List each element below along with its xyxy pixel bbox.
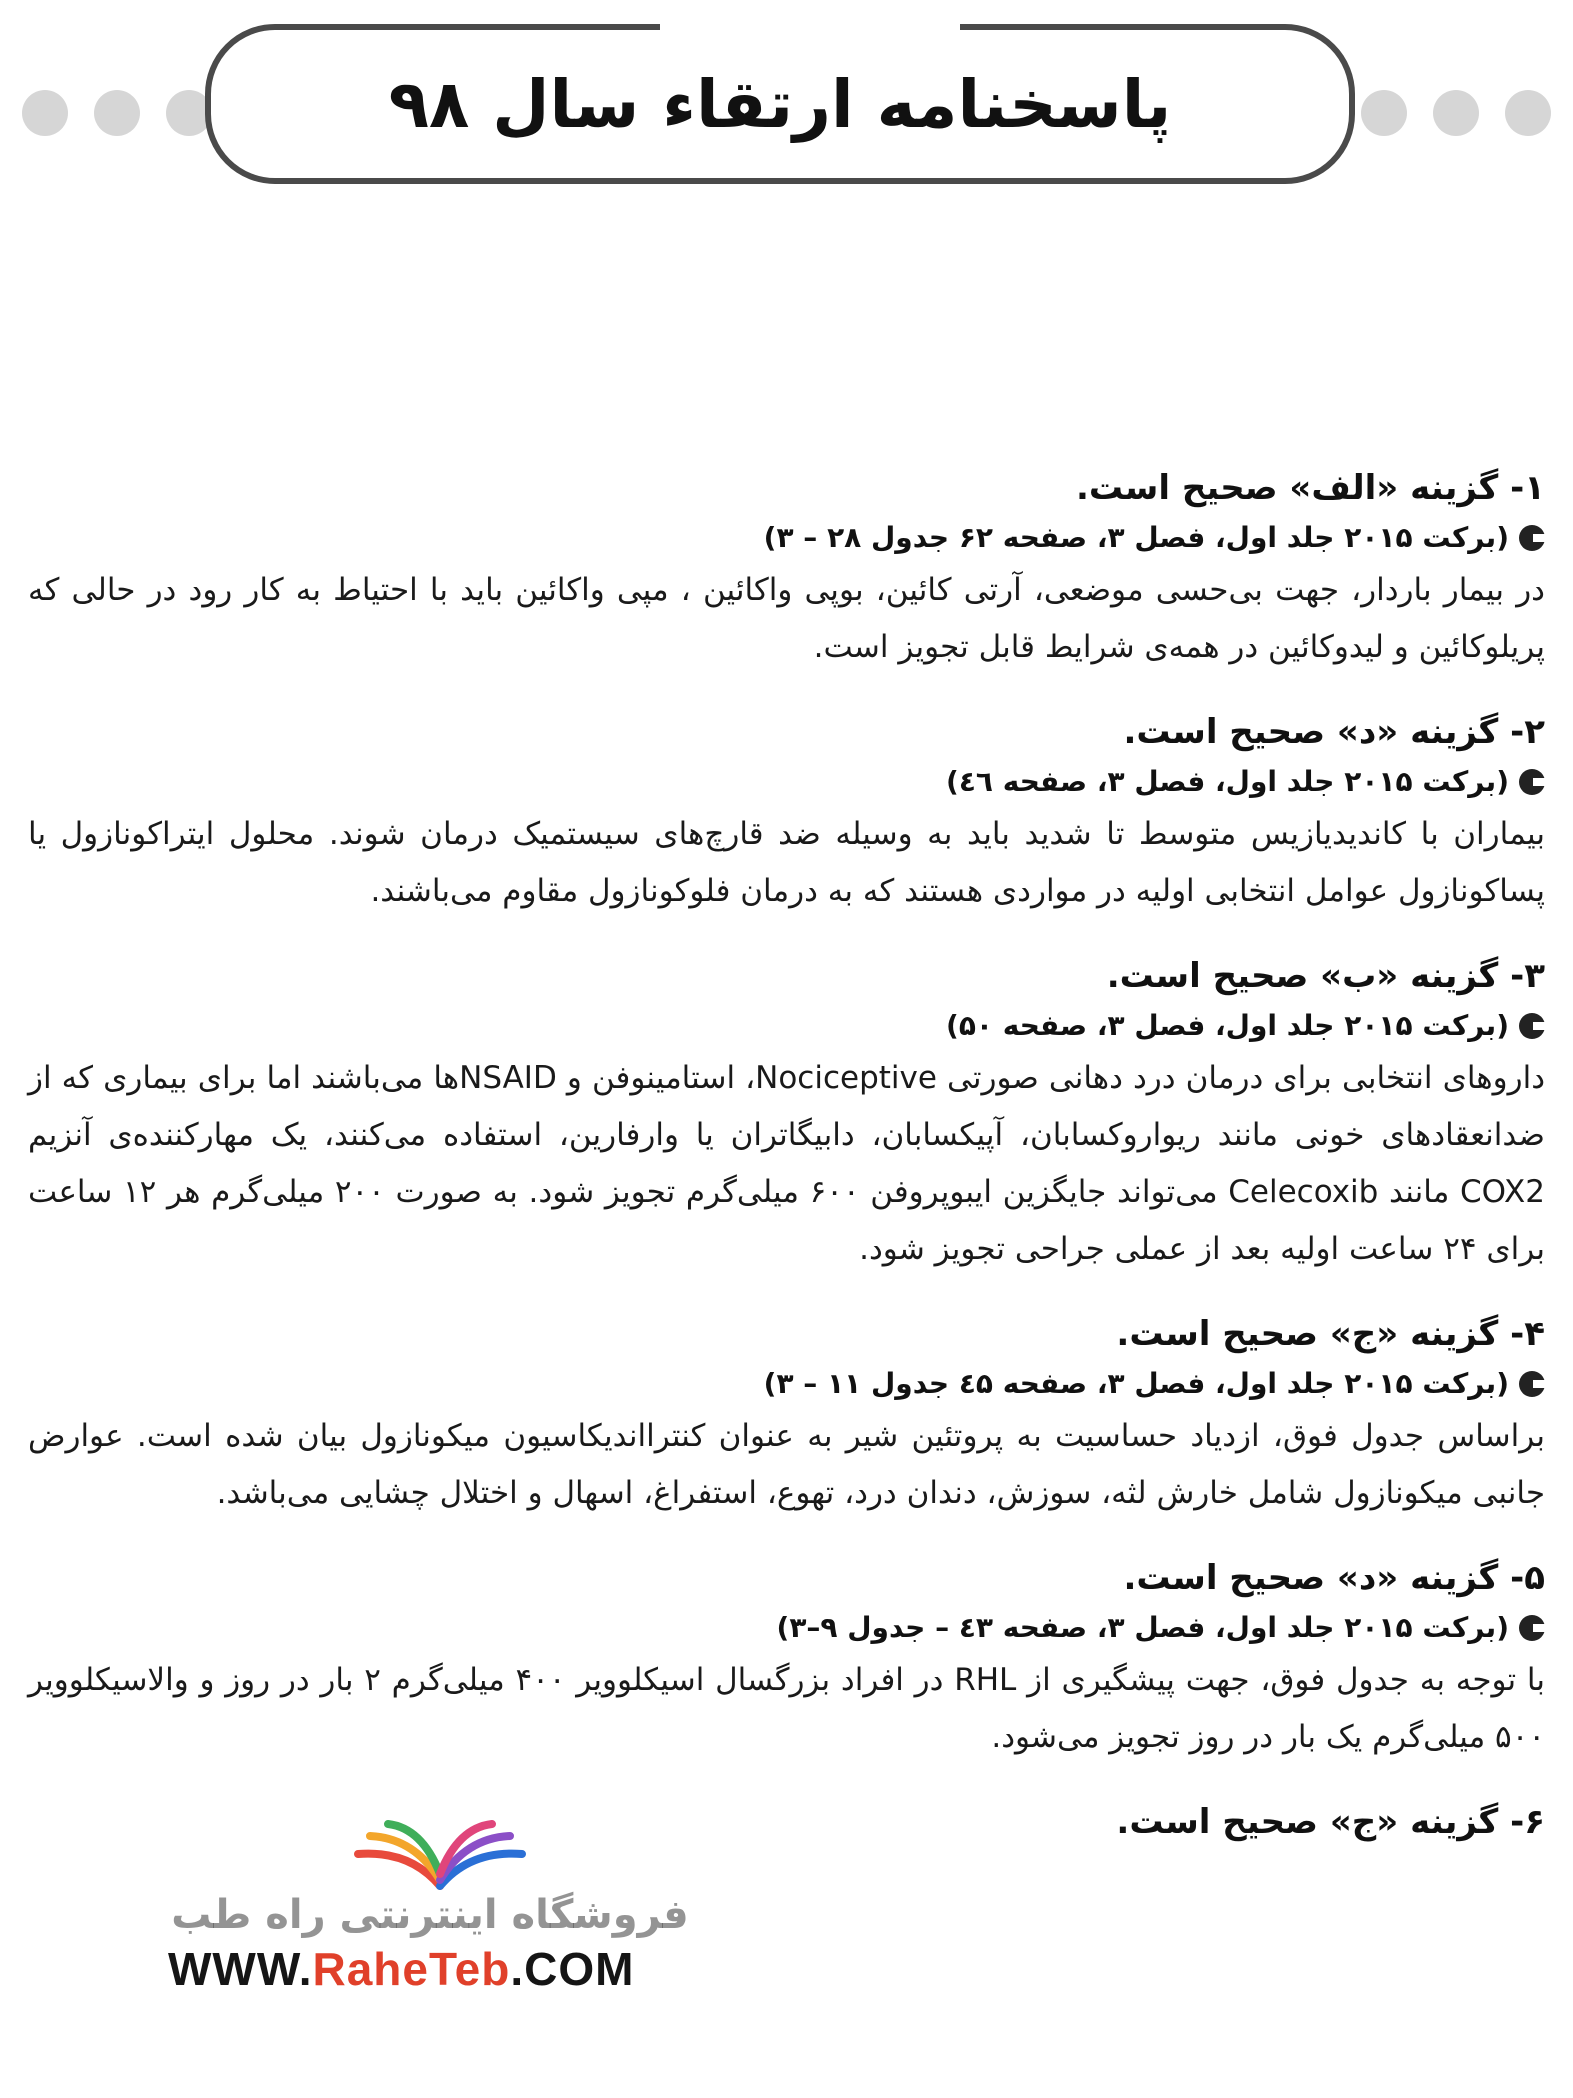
answer-item bbox=[28, 1552, 1545, 1766]
answers-list bbox=[28, 462, 1545, 1878]
answer-explanation: در بیمار باردار، جهت بی‌حسی موضعی، آرتی کائین، بوپی واکائین ، مپی واکائین باید با احتیاط به کار رود در حالی که پریلوکائین و لیدوکائین در همه‌ی شرایط قابل تجویز است. bbox=[28, 572, 1545, 665]
dot bbox=[1433, 90, 1479, 136]
reference-text: (برکت ۲۰۱۵ جلد اول، فصل ۳، صفحه ٤۵ جدول ۱۱ – ۳) bbox=[763, 1367, 1509, 1400]
answer-reference bbox=[28, 1002, 1545, 1050]
dot bbox=[1361, 90, 1407, 136]
page-header bbox=[0, 0, 1573, 200]
answer-item bbox=[28, 950, 1545, 1278]
answer-heading: ۳- گزینه «ب» صحیح است. bbox=[1106, 956, 1545, 996]
answer-heading: ۱- گزینه «الف» صحیح است. bbox=[1076, 468, 1545, 508]
answer-item bbox=[28, 706, 1545, 920]
answer-reference bbox=[28, 758, 1545, 806]
answer-explanation: داروهای انتخابی برای درمان درد دهانی صورتی Nociceptive، استامینوفن و NSAIDها می‌باشند اما برای بیماری که از ضدانعقادهای خونی مانند ریواروکسابان، آپیکسابان، دابیگاتران یا وارفارین، استفاده می‌کنند، یک مهارکننده‌ی آنزیم COX2 مانند Celecoxib می‌تواند جایگزین ایبوپروفن ۶۰۰ میلی‌گرم تجویز شود. به صورت ۲۰۰ میلی‌گرم هر ۱۲ ساعت برای ۲۴ ساعت اولیه بعد از عملی جراحی تجویز شود. bbox=[28, 1060, 1546, 1267]
url-suffix: .COM bbox=[510, 1943, 635, 1995]
reference-arrow-icon bbox=[1519, 1615, 1545, 1641]
open-book-logo-icon bbox=[340, 1820, 540, 1890]
reference-arrow-icon bbox=[1519, 769, 1545, 795]
url-brand: RaheTeb bbox=[312, 1943, 511, 1995]
reference-arrow-icon bbox=[1519, 525, 1545, 551]
reference-text: (برکت ۲۰۱۵ جلد اول، فصل ۳، صفحه ۶۲ جدول ۲۸ – ۳) bbox=[763, 521, 1509, 554]
answer-reference bbox=[28, 1604, 1545, 1652]
answer-explanation: بیماران با کاندیدیازیس متوسط تا شدید باید به وسیله ضد قارچ‌های سیستمیک درمان شوند. محلول ایتراکونازول یا پساکونازول عوامل انتخابی اولیه در مواردی هستند که به درمان فلوکونازول مقاوم می‌باشند. bbox=[28, 816, 1545, 909]
reference-text: (برکت ۲۰۱۵ جلد اول، فصل ۳، صفحه ٤٦) bbox=[946, 765, 1509, 798]
store-watermark bbox=[150, 1820, 710, 2000]
dot bbox=[94, 90, 140, 136]
store-name: فروشگاه اینترنتی راه طب bbox=[171, 1892, 689, 1938]
answer-explanation: با توجه به جدول فوق، جهت پیشگیری از RHL در افراد بزرگسال اسیکلوویر ۴۰۰ میلی‌گرم ۲ بار در روز و والاسیکلوویر ۵۰۰ میلی‌گرم یک بار در روز تجویز می‌شود. bbox=[28, 1662, 1545, 1755]
store-url[interactable] bbox=[168, 1942, 634, 1996]
dot bbox=[22, 90, 68, 136]
answer-item bbox=[28, 1308, 1545, 1522]
answer-heading: ۲- گزینه «د» صحیح است. bbox=[1123, 712, 1545, 752]
reference-text: (برکت ۲۰۱۵ جلد اول، فصل ۳، صفحه ۵۰) bbox=[946, 1009, 1509, 1042]
answer-heading: ۶- گزینه «ج» صحیح است. bbox=[1116, 1802, 1545, 1842]
answer-reference bbox=[28, 514, 1545, 562]
reference-arrow-icon bbox=[1519, 1013, 1545, 1039]
decorative-dots-right bbox=[1361, 90, 1551, 136]
reference-arrow-icon bbox=[1519, 1371, 1545, 1397]
reference-text: (برکت ۲۰۱۵ جلد اول، فصل ۳، صفحه ٤۳ – جدول ۹–۳) bbox=[776, 1611, 1509, 1644]
answer-heading: ۵- گزینه «د» صحیح است. bbox=[1123, 1558, 1545, 1598]
decorative-dots-left bbox=[22, 90, 212, 136]
url-prefix: WWW. bbox=[168, 1943, 313, 1995]
page-title: پاسخنامه ارتقاء سال ۹۸ bbox=[388, 65, 1172, 143]
dot bbox=[1505, 90, 1551, 136]
answer-heading: ۴- گزینه «ج» صحیح است. bbox=[1116, 1314, 1545, 1354]
answer-explanation: براساس جدول فوق، ازدیاد حساسیت به پروتئین شیر به عنوان کنترااندیکاسیون میکونازول بیان شده است. عوارض جانبی میکونازول شامل خارش لثه، سوزش، دندان درد، تهوع، استفراغ، اسهال و اختلال چشایی می‌باشد. bbox=[28, 1418, 1545, 1511]
answer-reference bbox=[28, 1360, 1545, 1408]
answer-item bbox=[28, 462, 1545, 676]
